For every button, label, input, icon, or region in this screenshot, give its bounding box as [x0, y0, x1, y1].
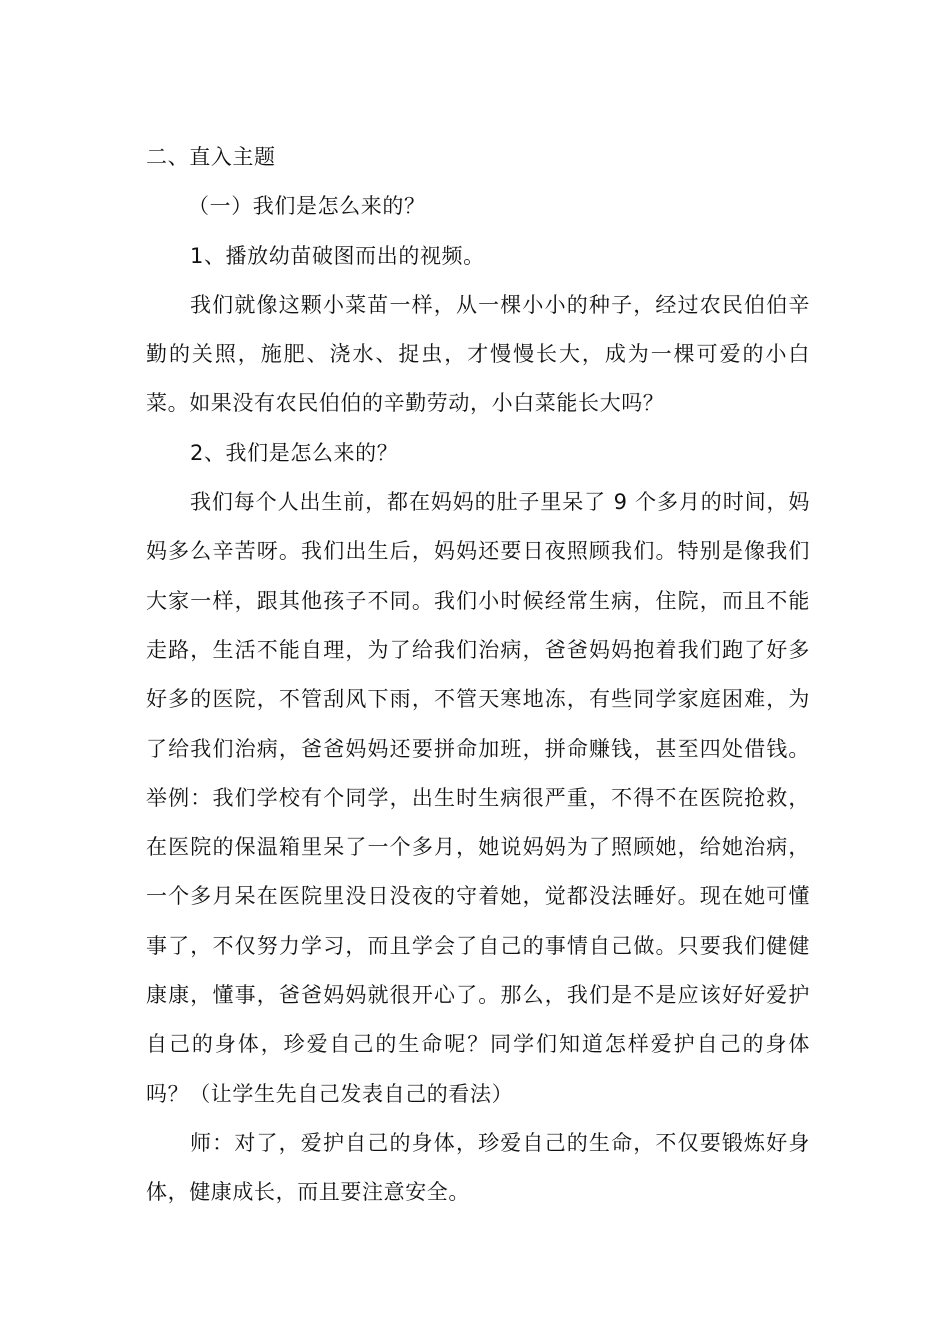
step-2-heading: 2、我们是怎么来的？: [190, 440, 399, 465]
paragraph-seedling: 我们就像这颗小菜苗一样，从一棵小小的种子，经过农民伯伯辛勤的关照，施肥、浇水、捉虫，才慢慢长大，成为一棵可爱的小白菜。如果没有农民伯伯的辛勤劳动，小白菜能长大吗？: [146, 292, 810, 416]
document-body: [146, 133, 810, 1218]
subsection-heading: （一）我们是怎么来的？: [188, 194, 426, 219]
paragraph-teacher-summary: 师：对了，爱护自己的身体，珍爱自己的生命，不仅要锻炼好身体，健康成长，而且要注意安全。: [146, 1130, 810, 1205]
section-heading: 二、直入主题: [146, 145, 276, 169]
paragraph-birth-story: 我们每个人出生前，都在妈妈的肚子里呆了 9 个多月的时间，妈妈多么辛苦呀。我们出生后，妈妈还要日夜照顾我们。特别是像我们大家一样，跟其他孩子不同。我们小时候经常生病，住院，而且不能走路，生活不能自理，为了给我们治病，爸爸妈妈抱着我们跑了好多好多的医院，不管刮风下雨，不管天寒地冻，有些同学家庭困难，为了给我们治病，爸爸妈妈还要拼命加班，拼命赚钱，甚至四处借钱。举例：我们学校有个同学，出生时生病很严重，不得不在医院抢救，在医院的保温箱里呆了一个多月，她说妈妈为了照顾她，给她治病，一个多月呆在医院里没日没夜的守着她，觉都没法睡好。现在她可懂事了，不仅努力学习，而且学会了自己的事情自己做。只要我们健健康康，懂事，爸爸妈妈就很开心了。那么，我们是不是应该好好爱护自己的身体，珍爱自己的生命呢？同学们知道怎样爱护自己的身体吗？（让学生先自己发表自己的看法）: [146, 490, 810, 1106]
step-1-heading: 1、播放幼苗破图而出的视频。: [190, 243, 485, 268]
